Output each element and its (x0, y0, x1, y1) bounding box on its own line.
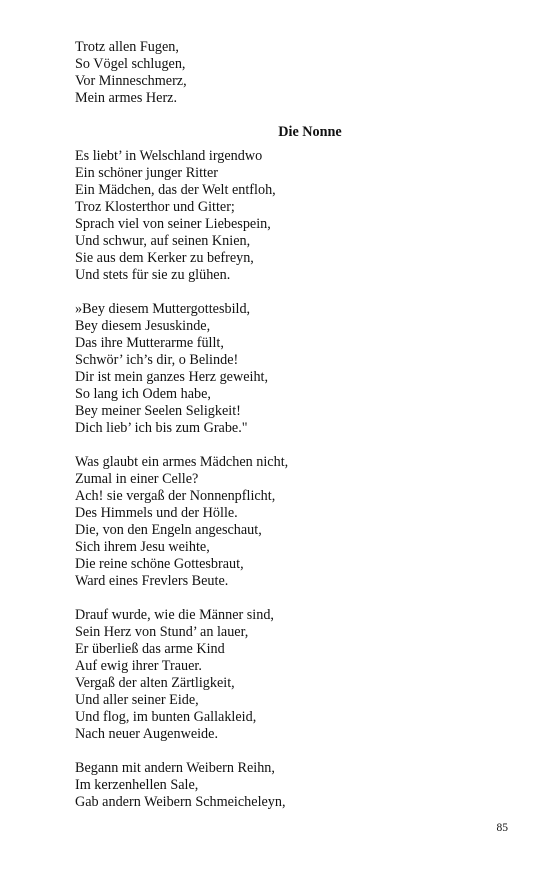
verse-line: Bey diesem Jesuskinde, (75, 318, 211, 334)
verse-line: Sich ihrem Jesu weihte, (75, 539, 210, 555)
verse-line: Das ihre Mutterarme füllt, (75, 335, 224, 351)
poem-title: Die Nonne (278, 124, 342, 140)
verse-line: Ein Mädchen, das der Welt entfloh, (75, 182, 276, 198)
verse-line: Was glaubt ein armes Mädchen nicht, (75, 454, 289, 470)
verse-line: Troz Klosterthor und Gitter; (75, 199, 235, 215)
verse-line: Ward eines Frevlers Beute. (75, 573, 229, 589)
stanza-1 (75, 148, 495, 284)
verse-line: Und stets für sie zu glühen. (75, 267, 231, 283)
verse-line: Trotz allen Fugen, (75, 39, 179, 55)
verse-line: Die, von den Engeln angeschaut, (75, 522, 262, 538)
verse-line: Es liebt’ in Welschland irgendwo (75, 148, 263, 164)
verse-line: Die reine schöne Gottesbraut, (75, 556, 244, 572)
verse-line: Sein Herz von Stund’ an lauer, (75, 624, 249, 640)
verse-line: Und aller seiner Eide, (75, 692, 199, 708)
verse-line: Sprach viel von seiner Liebespein, (75, 216, 271, 232)
verse-line: Bey meiner Seelen Seligkeit! (75, 403, 241, 419)
verse-line: Ach! sie vergaß der Nonnenpflicht, (75, 488, 276, 504)
verse-line: Schwör’ ich’s dir, o Belinde! (75, 352, 239, 368)
stanza-5 (75, 760, 495, 811)
verse-line: Vor Minneschmerz, (75, 73, 187, 89)
page-number: 85 (496, 822, 508, 834)
preceding-stanza (75, 39, 495, 107)
text-block (75, 39, 495, 828)
verse-line: Zumal in einer Celle? (75, 471, 199, 487)
verse-line: Und flog, im bunten Gallakleid, (75, 709, 257, 725)
verse-line: Drauf wurde, wie die Männer sind, (75, 607, 274, 623)
verse-line: Sie aus dem Kerker zu befreyn, (75, 250, 254, 266)
verse-line: Auf ewig ihrer Trauer. (75, 658, 202, 674)
stanza-3 (75, 454, 495, 590)
verse-line: So lang ich Odem habe, (75, 386, 211, 402)
verse-line: So Vögel schlugen, (75, 56, 186, 72)
verse-line: »Bey diesem Muttergottesbild, (75, 301, 251, 317)
verse-line: Mein armes Herz. (75, 90, 178, 106)
verse-line: Des Himmels und der Hölle. (75, 505, 238, 521)
verse-line: Er überließ das arme Kind (75, 641, 225, 657)
verse-line: Begann mit andern Weibern Reihn, (75, 760, 275, 776)
stanza-4 (75, 607, 495, 743)
verse-line: Vergaß der alten Zärtligkeit, (75, 675, 235, 691)
verse-line: Im kerzenhellen Sale, (75, 777, 199, 793)
verse-line: Gab andern Weibern Schmeicheleyn, (75, 794, 286, 810)
verse-line: Dir ist mein ganzes Herz geweiht, (75, 369, 269, 385)
verse-line: Und schwur, auf seinen Knien, (75, 233, 251, 249)
stanza-2 (75, 301, 495, 437)
verse-line: Ein schöner junger Ritter (75, 165, 219, 181)
verse-line: Dich lieb’ ich bis zum Grabe." (75, 420, 248, 436)
verse-line: Nach neuer Augenweide. (75, 726, 218, 742)
